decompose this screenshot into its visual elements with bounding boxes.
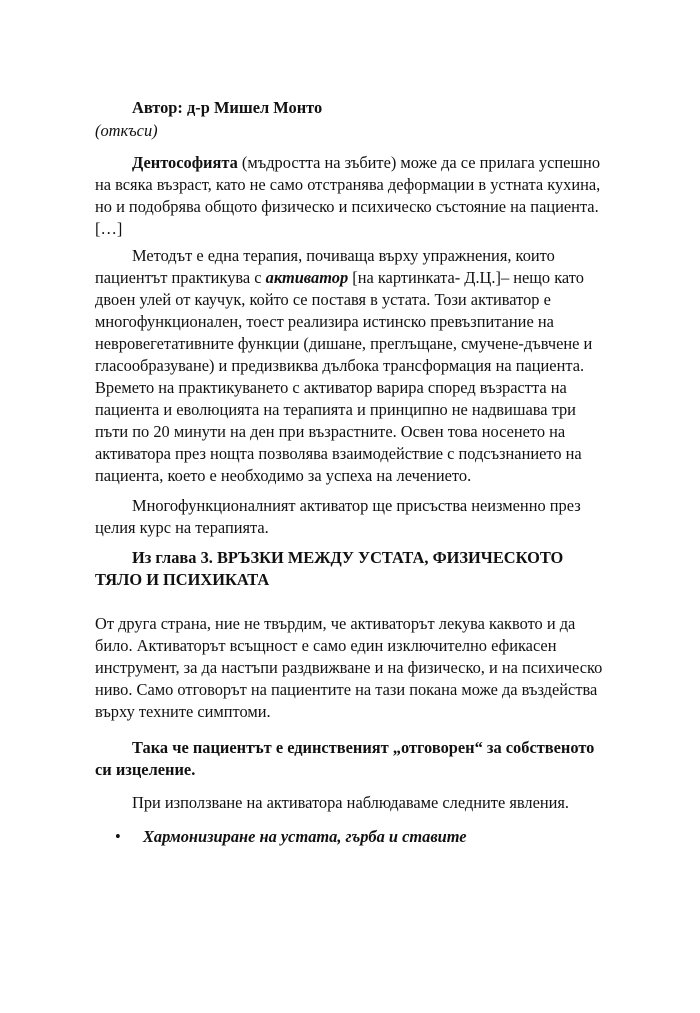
bullet-icon: • (115, 827, 121, 846)
paragraph-text: Методът е една терапия, почиваща върху упражнения, които пациентът практикува с (95, 246, 555, 287)
bullet-list-item (115, 826, 610, 848)
paragraph-activator-role: От друга страна, ние не твърдим, че активаторът лекува каквото и да било. Активаторът всъщност е само един изключително ефикасен инструмент, за да настъпи раздвижване и на физическо, и на психическо ниво. Само отговорът на пациентите на тази покана може да въздейства върху техните симптоми. (95, 614, 603, 721)
paragraph-activator-course: Многофункционалният активатор ще присъства неизменно през целия курс на терапията. (95, 496, 581, 537)
paragraph-method (95, 245, 610, 487)
chapter-heading: Из глава 3. ВРЪЗКИ МЕЖДУ УСТАТА, ФИЗИЧЕСКОТО ТЯЛО И ПСИХИКАТА (95, 548, 564, 589)
paragraph-text: (мъдростта на зъбите) може да се прилага успешно на всяка възраст, като не само отстранява деформации в устната кухина, но и подобрява общото физическо и психическо състояние на пациента. […] (95, 153, 601, 238)
term-activator: активатор (265, 268, 349, 287)
bullet-text: Хармонизиране на устата, гърба и ставите (143, 827, 467, 846)
term-dentosophy: Дентософията (132, 153, 238, 172)
excerpt-note: (откъси) (95, 121, 158, 140)
paragraph-responsibility: Така че пациентът е единственият „отговорен“ за собственото си изцеление. (95, 738, 595, 779)
paragraph-text: [на картинката- Д.Ц.]– нещо като двоен улей от каучук, който се поставя в устата. Този активатор е многофункционален, тоест реализира истинско превъзпитание на невровегетативните функции (дишане, преглъщане, смучене-дъвчене и гласообразуване) и предизвиква дълбока трансформация на пациента. Времето на практикуването с активатор варира според възрастта на пациента и еволюцията на терапията и принципно не надвишава три пъти по 20 минути на ден при възрастните. Освен това носенето на активатора през нощта позволява взаимодействие с подсъзнанието на пациента, което е необходимо за успеха на лечението. (95, 268, 593, 485)
author-line: Автор: д-р Мишел Монто (132, 98, 323, 117)
paragraph-dentosophy-intro (95, 152, 610, 240)
paragraph-observations: При използване на активатора наблюдаваме следните явления. (132, 793, 570, 812)
